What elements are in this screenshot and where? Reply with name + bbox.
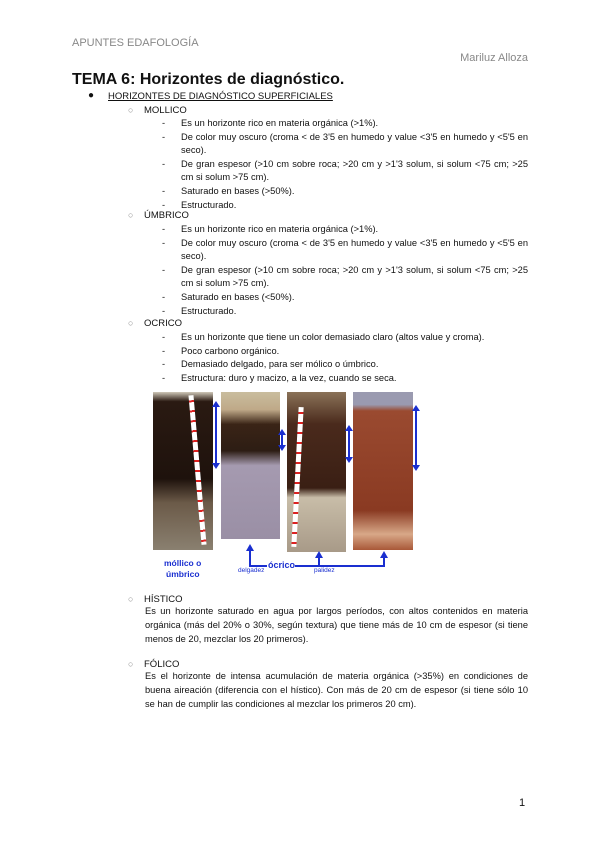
list-item: - De gran espesor (>10 cm sobre roca; >20 cm y >1'3 solum, si solum <75 cm; >25 cm si solum >75 cm). [160, 264, 528, 291]
arrow-up-icon [246, 544, 254, 551]
soil-photo-delgado [221, 392, 280, 539]
histico-text: Es un horizonte saturado en agua por largos períodos, con altos contenidos en materia orgánica (más del 20% o 30%, según textura) que tiene más de 10 cm de espesor (si tiene menos de 20, mezclar los 20 primeros). [145, 606, 528, 644]
label-mollico: móllico o [164, 558, 202, 568]
label-palidez: palidez [314, 567, 335, 574]
mollico-list [160, 117, 528, 212]
circle-bullet-icon: ○ [128, 105, 134, 115]
soil-photo-rojo [353, 392, 413, 550]
section-label: HORIZONTES DE DIAGNÓSTICO SUPERFICIALES [108, 91, 333, 102]
list-item: - Saturado en bases (>50%). [160, 185, 528, 199]
label-umbrico: úmbrico [166, 569, 200, 579]
list-item: - Estructurado. [160, 199, 528, 213]
list-item: - Saturado en bases (<50%). [160, 291, 528, 305]
umbrico-list [160, 223, 528, 318]
histico-label: HÍSTICO [144, 594, 183, 605]
circle-bullet-icon: ○ [128, 659, 134, 669]
connector-line [318, 557, 320, 566]
header-course: APUNTES EDAFOLOGÍA [72, 37, 199, 49]
thickness-arrow-icon [348, 429, 350, 459]
label-delgadez: delgadez [238, 567, 265, 574]
thickness-arrow-icon [215, 405, 217, 465]
list-item: - Es un horizonte rico en materia orgánica (>1%). [160, 117, 528, 131]
page-number: 1 [519, 797, 526, 809]
label-ocrico: ócrico [268, 560, 296, 570]
ocrico-list [160, 331, 528, 385]
arrow-up-icon [315, 551, 323, 558]
list-item: - Poco carbono orgánico. [160, 345, 528, 359]
list-item: - Estructurado. [160, 305, 528, 319]
circle-bullet-icon: ○ [128, 210, 134, 220]
ocrico-label: OCRICO [144, 318, 182, 329]
folico-text: Es el horizonte de intensa acumulación de materia orgánica (>35%) en condiciones de buena aireación (diferencia con el hístico). Con más de 20 cm de espesor (si tiene sólo 10 se han de cumplir las condiciones al mezclar los primeros 20 cm). [145, 671, 528, 709]
header-author: Mariluz Alloza [460, 52, 528, 64]
connector-line [383, 557, 385, 566]
page-title: TEMA 6: Horizontes de diagnóstico. [72, 71, 345, 88]
list-item: - De color muy oscuro (croma < de 3'5 en humedo y value <3'5 en humedo y <5'5 en seco). [160, 237, 528, 264]
list-item: - Demasiado delgado, para ser mólico o úmbrico. [160, 358, 528, 372]
list-item: - De gran espesor (>10 cm sobre roca; >20 cm y >1'3 solum, si solum <75 cm; >25 cm si solum >75 cm). [160, 158, 528, 185]
list-item: - Estructura: duro y macizo, a la vez, cuando se seca. [160, 372, 528, 386]
thickness-arrow-icon [281, 433, 283, 447]
bullet-icon: ● [88, 90, 95, 101]
folico-label: FÓLICO [144, 659, 180, 670]
arrow-up-icon [380, 551, 388, 558]
circle-bullet-icon: ○ [128, 594, 134, 604]
connector-line [295, 565, 385, 567]
list-item: - Es un horizonte que tiene un color demasiado claro (altos value y croma). [160, 331, 528, 345]
circle-bullet-icon: ○ [128, 318, 134, 328]
mollico-label: MOLLICO [144, 105, 187, 116]
list-item: - Es un horizonte rico en materia orgánica (>1%). [160, 223, 528, 237]
umbrico-label: ÚMBRICO [144, 210, 189, 221]
soil-profiles-figure [140, 385, 440, 585]
thickness-arrow-icon [415, 409, 417, 467]
connector-line [249, 550, 251, 566]
list-item: - De color muy oscuro (croma < de 3'5 en humedo y value <3'5 en humedo y <5'5 en seco). [160, 131, 528, 158]
